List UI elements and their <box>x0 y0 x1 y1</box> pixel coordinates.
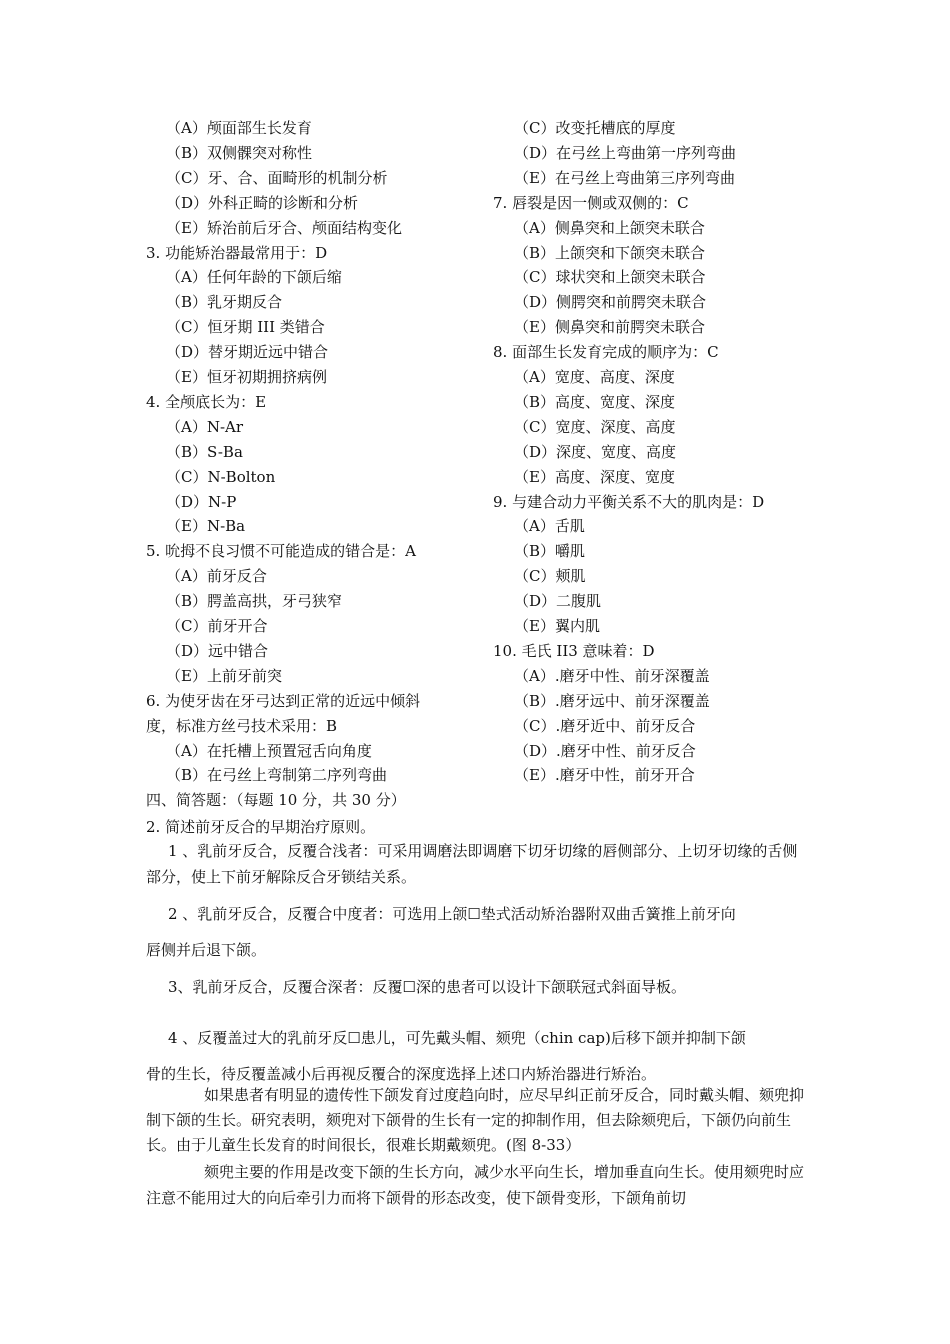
left-option-line: （C）前牙开合 <box>166 617 268 635</box>
left-option-line: （A）前牙反合 <box>166 567 267 586</box>
left-option-line: （E）矫治前后牙合、颅面结构变化 <box>166 218 402 237</box>
left-question-line: 6. 为使牙齿在牙弓达到正常的近远中倾斜 <box>146 691 421 710</box>
left-option-line: （B）双侧髁突对称性 <box>166 143 313 162</box>
left-option-line: （A）在托槽上预置冠舌向角度 <box>166 741 372 760</box>
left-option-line: （C）恒牙期 III 类错合 <box>166 318 325 337</box>
right-option-line: （D）在弓丝上弯曲第一序列弯曲 <box>514 143 737 162</box>
left-option-line: （A）N-Ar <box>166 417 244 436</box>
right-option-line: （C）颊肌 <box>514 567 586 586</box>
right-option-line: （E）.磨牙中性，前牙开合 <box>514 766 695 785</box>
left-option-line: （B）乳牙期反合 <box>166 293 283 312</box>
left-option-line: （A）任何年龄的下颌后缩 <box>166 268 342 287</box>
right-option-line: （E）翼内肌 <box>514 617 600 635</box>
right-question-line: 10. 毛氏 II3 意味着：D <box>493 641 655 660</box>
essay-paragraph-6: 颏兜主要的作用是改变下颌的生长方向，减少水平向生长，增加垂直向生长。使用颏兜时应注意不能用过大的向后牵引力而将下颌骨的形态改变，使下颌骨变形，下颌角前切 <box>146 1163 805 1207</box>
essay-paragraph-2-line-2: 唇侧并后退下颌。 <box>146 941 267 959</box>
left-option-line: （B）在弓丝上弯制第二序列弯曲 <box>166 766 388 785</box>
left-option-line: （E）N-Ba <box>166 517 246 536</box>
right-option-line: （E）高度、深度、宽度 <box>514 467 675 486</box>
left-option-line: （D）外科正畸的诊断和分析 <box>166 193 359 212</box>
left-question-line: 5. 吮拇不良习惯不可能造成的错合是：A <box>146 542 416 561</box>
right-option-line: （A）.磨牙中性、前牙深覆盖 <box>514 666 710 685</box>
right-option-line: （B）上颌突和下颌突未联合 <box>514 243 706 262</box>
right-option-line: （D）.磨牙中性、前牙反合 <box>514 741 696 760</box>
left-option-line: （E）恒牙初期拥挤病例 <box>166 368 327 386</box>
left-option-line: （D）远中错合 <box>166 641 269 660</box>
left-option-line: （A）颅面部生长发育 <box>166 119 312 137</box>
right-option-line: （A）侧鼻突和上颌突未联合 <box>514 218 705 237</box>
right-question-line: 8. 面部生长发育完成的顺序为：C <box>493 343 719 362</box>
right-option-line: （B）高度、宽度、深度 <box>514 392 676 411</box>
right-option-line: （D）深度、宽度、高度 <box>514 442 677 461</box>
right-option-line: （D）侧腭突和前腭突未联合 <box>514 293 707 312</box>
left-question-line: 四、简答题：（每题 10 分，共 30 分） <box>146 791 406 810</box>
left-option-line: （D）替牙期近远中错合 <box>166 343 329 362</box>
right-option-line: （D）二腹肌 <box>514 592 602 611</box>
left-question-line: 3. 功能矫治器最常用于：D <box>146 243 328 262</box>
right-option-line: （B）嚼肌 <box>514 542 586 561</box>
right-option-line: （E）在弓丝上弯曲第三序列弯曲 <box>514 168 735 187</box>
right-option-line: （A）宽度、高度、深度 <box>514 368 675 386</box>
left-option-line: （C）牙、合、面畸形的机制分析 <box>166 168 388 187</box>
left-option-line: （E）上前牙前突 <box>166 666 282 685</box>
essay-paragraph-5: 如果患者有明显的遗传性下颌发育过度趋向时，应尽早纠正前牙反合，同时戴头帽、颏兜抑制下颌的生长。研究表明，颏兜对下颌骨的生长有一定的抑制作用，但去除颏兜后，下颌仍向前生长。由于儿童生长发育的时间很长，很难长期戴颏兜。(图 8-33） <box>146 1086 805 1154</box>
left-question-line: 度，标准方丝弓技术采用：B <box>146 716 338 735</box>
essay-paragraph-1: 1 、乳前牙反合，反覆合浅者：可采用调磨法即调磨下切牙切缘的唇侧部分、上切牙切缘的舌侧部分，使上下前牙解除反合牙锁结关系。 <box>146 842 798 886</box>
left-option-line: （C）N-Bolton <box>166 467 276 486</box>
right-option-line: （C）球状突和上颌突未联合 <box>514 268 706 287</box>
essay-paragraph-4-line-2: 骨的生长，待反覆盖减小后再视反覆合的深度选择上述口内矫治器进行矫治。 <box>146 1065 657 1083</box>
right-option-line: （C）宽度、深度、高度 <box>514 417 676 436</box>
left-option-line: （B）S-Ba <box>166 442 243 461</box>
right-option-line: （A）舌肌 <box>514 517 585 536</box>
left-question-line: 4. 全颅底长为：E <box>146 392 267 411</box>
essay-question: 2. 简述前牙反合的早期治疗原则。 <box>146 818 376 836</box>
right-option-line: （E）侧鼻突和前腭突未联合 <box>514 318 705 337</box>
essay-paragraph-3: 3、乳前牙反合，反覆合深者：反覆☐深的患者可以设计下颌联冠式斜面导板。 <box>168 978 686 996</box>
right-question-line: 7. 唇裂是因一侧或双侧的：C <box>493 193 689 212</box>
left-option-line: （B）腭盖高拱，牙弓狭窄 <box>166 592 343 611</box>
essay-paragraph-4-line-1: 4 、反覆盖过大的乳前牙反☐患儿，可先戴头帽、颏兜（chin cap)后移下颌并抑制下颌 <box>168 1029 746 1047</box>
left-option-line: （D）N-P <box>166 492 237 511</box>
right-option-line: （B）.磨牙远中、前牙深覆盖 <box>514 691 710 710</box>
right-option-line: （C）.磨牙近中、前牙反合 <box>514 716 696 735</box>
right-question-line: 9. 与建合动力平衡关系不大的肌肉是：D <box>493 492 765 511</box>
right-option-line: （C）改变托槽底的厚度 <box>514 119 676 137</box>
essay-paragraph-2-line-1: 2 、乳前牙反合，反覆合中度者：可选用上颌☐垫式活动矫治器附双曲舌簧推上前牙向 <box>168 905 736 923</box>
